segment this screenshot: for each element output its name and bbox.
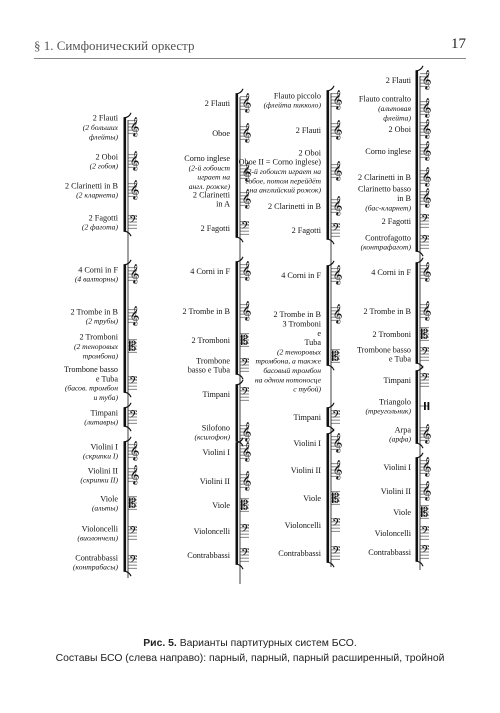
instrument-name: in A — [216, 199, 230, 209]
instrument-name: Violini I — [90, 442, 118, 452]
instrument-name: 4 Corni in F — [371, 268, 411, 277]
instrument-name-russian: (альтовая — [378, 104, 411, 113]
bass-clef-icon: 𝄢 — [241, 547, 250, 563]
instrument-name-russian: (скрипки I) — [82, 451, 118, 461]
instrument-row — [212, 123, 251, 143]
instrument-name: Flauto contralto — [358, 94, 411, 104]
bass-clef-icon: 𝄢 — [129, 214, 138, 230]
treble-clef-icon: 𝄞 — [332, 161, 343, 182]
instrument-name: 4 Corni in F — [281, 271, 321, 280]
score-column-4 — [357, 66, 432, 570]
instrument-row — [294, 433, 343, 453]
instrument-name: Corno inglese — [184, 154, 230, 164]
bass-clef-icon: 𝄢 — [241, 357, 250, 373]
instrument-name: 2 Flauti — [385, 76, 411, 85]
instrument-name: basso e Tuba — [187, 365, 230, 375]
instrument-name: Violoncelli — [193, 527, 230, 536]
instrument-name-russian: (2 фагота) — [81, 222, 118, 232]
instrument-name: 2 Flauti — [92, 113, 118, 123]
instrument-name: 2 Clarinetti in B — [65, 181, 118, 191]
instrument-row — [192, 333, 249, 349]
instrument-name: 3 Tromboni — [282, 319, 321, 329]
treble-clef-icon: 𝄞 — [241, 422, 252, 443]
instrument-name-russian: (контрабасы) — [72, 562, 118, 572]
instrument-name: 2 Tromboni — [191, 336, 230, 345]
caption-subtitle: Составы БСО (слева направо): парный, парный, парный расширенный, тройной — [55, 653, 445, 664]
instrument-row — [384, 372, 430, 387]
instrument-row — [358, 185, 432, 213]
bass-clef-icon: 𝄢 — [332, 517, 341, 533]
instrument-name-russian: (2-й гобоист играет на — [245, 167, 321, 176]
instrument-name-russian: (2 трубы) — [85, 316, 118, 326]
treble-clef-icon: 𝄞 — [332, 265, 343, 286]
treble-clef-icon: 𝄞 — [241, 162, 252, 183]
score-column-1 — [64, 113, 140, 578]
instrument-name: Violini II — [380, 487, 411, 496]
alto-clef-icon: 𝄡 — [332, 491, 340, 507]
treble-clef-icon: 𝄞 — [129, 180, 140, 201]
instrument-row — [278, 545, 340, 560]
instrument-row — [82, 213, 137, 231]
instrument-name-russian: (2 кларнета) — [76, 190, 118, 200]
instrument-name: Triangolo — [379, 397, 411, 407]
instrument-name: Timpani — [383, 376, 411, 385]
instrument-name: Violini I — [383, 463, 411, 472]
instrument-row — [384, 457, 432, 477]
instrument-name-russian: (2-й гобоист — [188, 163, 230, 173]
bass-clef-icon: 𝄢 — [421, 525, 430, 541]
page-number: 17 — [451, 36, 466, 52]
bass-clef-icon: 𝄢 — [129, 375, 138, 391]
treble-clef-icon: 𝄞 — [241, 261, 252, 282]
instrument-name-russian: (4 валторны) — [74, 274, 118, 284]
bass-clef-icon: 𝄢 — [421, 234, 430, 250]
instrument-row — [205, 93, 252, 113]
instrument-row — [194, 422, 251, 442]
instrument-row — [70, 306, 139, 326]
instrument-name-russian: (2 теноровых — [276, 347, 321, 357]
bass-clef-icon: 𝄢 — [241, 523, 250, 539]
instrument-name: 2 Fagotti — [88, 213, 118, 223]
instrument-name-russian: (2 больших — [82, 123, 118, 132]
instrument-name: 4 Corni in F — [190, 267, 230, 276]
alto-clef-icon: 𝄡 — [421, 505, 429, 521]
instrument-row — [212, 498, 249, 514]
treble-clef-icon: 𝄞 — [241, 123, 252, 144]
treble-clef-icon: 𝄞 — [129, 465, 140, 486]
alto-clef-icon: 𝄡 — [241, 498, 249, 514]
bass-clef-icon: 𝄢 — [241, 220, 250, 236]
instrument-name: Arpa — [394, 425, 411, 435]
instrument-name: 2 Trombe in B — [363, 307, 411, 316]
instrument-name-russian: (басов. тромбон — [64, 383, 118, 393]
instrument-row — [200, 471, 252, 491]
instrument-name: Trombone — [196, 356, 230, 366]
treble-clef-icon: 𝄞 — [241, 189, 252, 210]
section-title: § 1. Симфонический оркестр — [34, 38, 195, 53]
instrument-name-russian: англ. рожке) — [188, 181, 230, 191]
instrument-name: Contrabbassi — [278, 549, 321, 558]
instrument-row — [359, 95, 432, 123]
instrument-name: Violini I — [293, 439, 321, 448]
instrument-name-russian: (треугольник) — [365, 406, 411, 416]
instrument-row — [381, 481, 432, 501]
instrument-name: Clarinetto basso — [358, 184, 411, 194]
instrument-row — [193, 189, 252, 209]
instrument-name: Violoncelli — [81, 524, 118, 534]
treble-clef-icon: 𝄞 — [332, 196, 343, 217]
instrument-name: Violini I — [202, 448, 230, 457]
instrument-name-russian: (ксилофон) — [194, 432, 230, 442]
bass-clef-icon: 𝄢 — [421, 372, 430, 388]
instrument-name: Silofono — [201, 423, 230, 433]
instrument-name: Contrabbassi — [75, 553, 118, 563]
caption-label: Рис. 5. — [143, 638, 177, 649]
instrument-name-russian: (литавры) — [84, 417, 118, 427]
treble-clef-icon: 𝄞 — [421, 457, 432, 478]
instrument-name: Timpani — [293, 413, 321, 422]
instrument-row — [203, 442, 252, 462]
bass-clef-icon: 𝄢 — [332, 222, 341, 238]
instrument-row — [296, 120, 343, 140]
instrument-name: Trombone basso — [356, 345, 411, 355]
treble-clef-icon: 𝄞 — [421, 481, 432, 502]
instrument-name-russian: флейта) — [383, 113, 411, 123]
figure-caption — [30, 636, 470, 666]
treble-clef-icon: 𝄞 — [129, 117, 140, 138]
instrument-name: 2 Clarinetti — [192, 190, 230, 200]
instrument-name: Viole — [212, 501, 230, 510]
instrument-name: 2 Tromboni — [372, 330, 411, 339]
instrument-name-russian: (альты) — [91, 503, 118, 513]
instrument-name: 2 Trombe in B — [273, 310, 321, 319]
instrument-row — [92, 494, 137, 512]
instrument-row — [294, 409, 341, 424]
instrument-name-russian: (арфа) — [389, 434, 411, 444]
instrument-row — [83, 114, 140, 142]
instrument-name: in B — [397, 194, 411, 203]
instrument-name-russian: (флейта пикколо) — [263, 100, 321, 110]
treble-clef-icon: 𝄞 — [421, 188, 432, 209]
treble-clef-icon: 𝄞 — [241, 301, 252, 322]
instrument-name: 2 Flauti — [204, 99, 230, 108]
instrument-row — [382, 213, 430, 228]
alto-clef-icon: 𝄡 — [332, 349, 340, 365]
instrument-row — [281, 265, 342, 285]
instrument-name-russian: (бас-кларнет) — [365, 203, 411, 213]
instrument-name: Violoncelli — [284, 521, 321, 530]
instrument-name: 2 Oboi — [388, 125, 411, 134]
instrument-row — [75, 264, 140, 284]
instrument-name: 2 Clarinetti in B — [358, 173, 411, 182]
instrument-name: Contrabbassi — [187, 551, 230, 560]
instrument-row — [203, 386, 250, 401]
bass-clef-icon: 𝄢 — [241, 386, 250, 402]
instrument-name: Oboe — [212, 129, 230, 138]
instrument-name-russian: и туба) — [93, 392, 118, 402]
treble-clef-icon: 𝄞 — [129, 264, 140, 285]
instrument-name: 2 Fagotti — [381, 217, 411, 226]
treble-clef-icon: 𝄞 — [332, 460, 343, 481]
instrument-row — [190, 261, 251, 281]
instrument-row — [368, 544, 429, 559]
instrument-name: e — [317, 328, 321, 338]
instrument-name-russian: флейты) — [88, 132, 118, 142]
treble-clef-icon: 𝄞 — [421, 262, 432, 283]
treble-clef-icon: 𝄞 — [129, 441, 140, 462]
instrument-name: Viole — [393, 508, 411, 517]
treble-clef-icon: 𝄞 — [241, 471, 252, 492]
bass-clef-icon: 𝄢 — [129, 525, 138, 541]
instrument-row — [77, 524, 137, 542]
treble-clef-icon: 𝄞 — [421, 70, 432, 91]
treble-clef-icon: 𝄞 — [421, 301, 432, 322]
instrument-row — [187, 547, 249, 562]
treble-clef-icon: 𝄞 — [332, 304, 343, 325]
instrument-row — [201, 220, 250, 235]
instrument-name: Corno inglese — [365, 147, 411, 156]
instrument-row — [292, 222, 341, 237]
instrument-name: 2 Fagotti — [200, 224, 230, 233]
alto-clef-icon: 𝄡 — [241, 333, 249, 349]
instrument-name-russian: басовый тромбон — [263, 365, 321, 375]
instrument-name-russian: (2 теноровых — [73, 342, 118, 351]
treble-clef-icon: 𝄞 — [241, 93, 252, 114]
instrument-row — [64, 365, 137, 402]
treble-clef-icon: 𝄞 — [421, 167, 432, 188]
instrument-name-russian: гобое, потом перейдёт — [245, 176, 321, 186]
alto-clef-icon: 𝄡 — [421, 327, 429, 343]
treble-clef-icon: 𝄞 — [421, 424, 432, 445]
instrument-name-russian: играет на — [197, 172, 230, 182]
treble-clef-icon: 𝄞 — [421, 119, 432, 140]
instrument-name: 2 Trombe in B — [70, 307, 118, 317]
instrument-name: Viole — [100, 494, 118, 504]
treble-clef-icon: 𝄞 — [332, 120, 343, 141]
instrument-name-russian: (скрипки II) — [80, 475, 118, 485]
instrument-row — [373, 327, 429, 343]
instrument-name-russian: тромбона, а также — [255, 356, 321, 366]
instrument-name-russian: (контрафагот) — [360, 242, 411, 252]
instrument-name: 2 Fagotti — [291, 226, 321, 235]
treble-clef-icon: 𝄞 — [332, 90, 343, 111]
instrument-row — [194, 523, 250, 538]
instrument-name-russian: на английский рожок) — [249, 185, 321, 195]
instrument-row — [375, 525, 430, 540]
bass-clef-icon: 𝄢 — [332, 545, 341, 561]
instrument-row — [361, 233, 430, 251]
treble-clef-icon: 𝄞 — [129, 151, 140, 172]
instrument-row — [182, 301, 251, 321]
instrument-name-russian: тромбона) — [82, 351, 118, 361]
instrument-name: Timpani — [90, 408, 118, 418]
instrument-name: e Tuba — [95, 374, 118, 384]
alto-clef-icon: 𝄡 — [129, 496, 137, 512]
treble-clef-icon: 𝄞 — [421, 141, 432, 162]
instrument-row — [83, 441, 140, 461]
instrument-name: Violini II — [290, 466, 321, 475]
instrument-name: 2 Flauti — [295, 126, 321, 135]
instrument-name: 2 Clarinetti in B — [268, 202, 321, 211]
instrument-name-russian: (2 гобоя) — [89, 161, 118, 171]
instrument-name-russian: с тубой) — [293, 384, 321, 394]
instrument-name: Violini II — [87, 466, 118, 476]
instrument-row — [291, 460, 343, 480]
treble-clef-icon: 𝄞 — [421, 98, 432, 119]
instrument-name: Flauto piccolo — [273, 91, 321, 101]
bass-clef-icon: 𝄢 — [129, 409, 138, 425]
instrument-name: Trombone basso — [63, 365, 118, 375]
instrument-row — [386, 70, 432, 90]
caption-title: Варианты партитурных систем БСО. — [179, 638, 357, 649]
treble-clef-icon: 𝄞 — [241, 442, 252, 463]
instrument-row — [74, 333, 137, 361]
instrument-name: e Tuba — [388, 354, 411, 364]
instrument-name: Violoncelli — [374, 529, 411, 538]
instrument-row — [84, 408, 137, 426]
bass-clef-icon: 𝄢 — [421, 213, 430, 229]
instrument-name: Violini II — [199, 477, 230, 486]
instrument-name: Contrabbassi — [368, 548, 411, 557]
bass-clef-icon: 𝄢 — [421, 346, 430, 362]
treble-clef-icon: 𝄞 — [332, 433, 343, 454]
bass-clef-icon: 𝄢 — [421, 544, 430, 560]
instrument-name-russian: (виолончели) — [77, 533, 118, 543]
instrument-name: Tuba — [304, 338, 321, 348]
instrument-row — [363, 301, 431, 321]
alto-clef-icon: 𝄡 — [129, 339, 137, 355]
instrument-row — [371, 262, 431, 282]
instrument-name: 2 Tromboni — [79, 332, 118, 342]
instrument-name: (Oboe II = Corno inglese) — [235, 157, 321, 167]
instrument-name: 4 Corni in F — [78, 265, 118, 275]
bass-clef-icon: 𝄢 — [129, 554, 138, 570]
instrument-name: Timpani — [202, 390, 230, 399]
instrument-row — [389, 424, 431, 444]
instrument-row — [357, 345, 429, 363]
score-column-3 — [236, 86, 343, 567]
instrument-row — [365, 141, 431, 161]
instrument-name: Viole — [303, 494, 321, 503]
treble-clef-icon: 𝄞 — [129, 306, 140, 327]
instrument-row — [285, 517, 341, 532]
instrument-row — [90, 151, 140, 171]
instrument-row — [80, 465, 139, 485]
instrument-row — [393, 505, 429, 521]
instrument-name: 2 Trombe in B — [182, 307, 230, 316]
instrument-name: 2 Oboi — [298, 148, 321, 158]
instrument-name: Controfagotto — [365, 233, 411, 243]
instrument-name-russian: на одном нотоносце — [254, 375, 321, 385]
instrument-row — [188, 356, 250, 374]
instrument-row — [303, 491, 340, 507]
instrument-name: 2 Oboi — [95, 152, 118, 162]
bass-clef-icon: 𝄢 — [332, 409, 341, 425]
